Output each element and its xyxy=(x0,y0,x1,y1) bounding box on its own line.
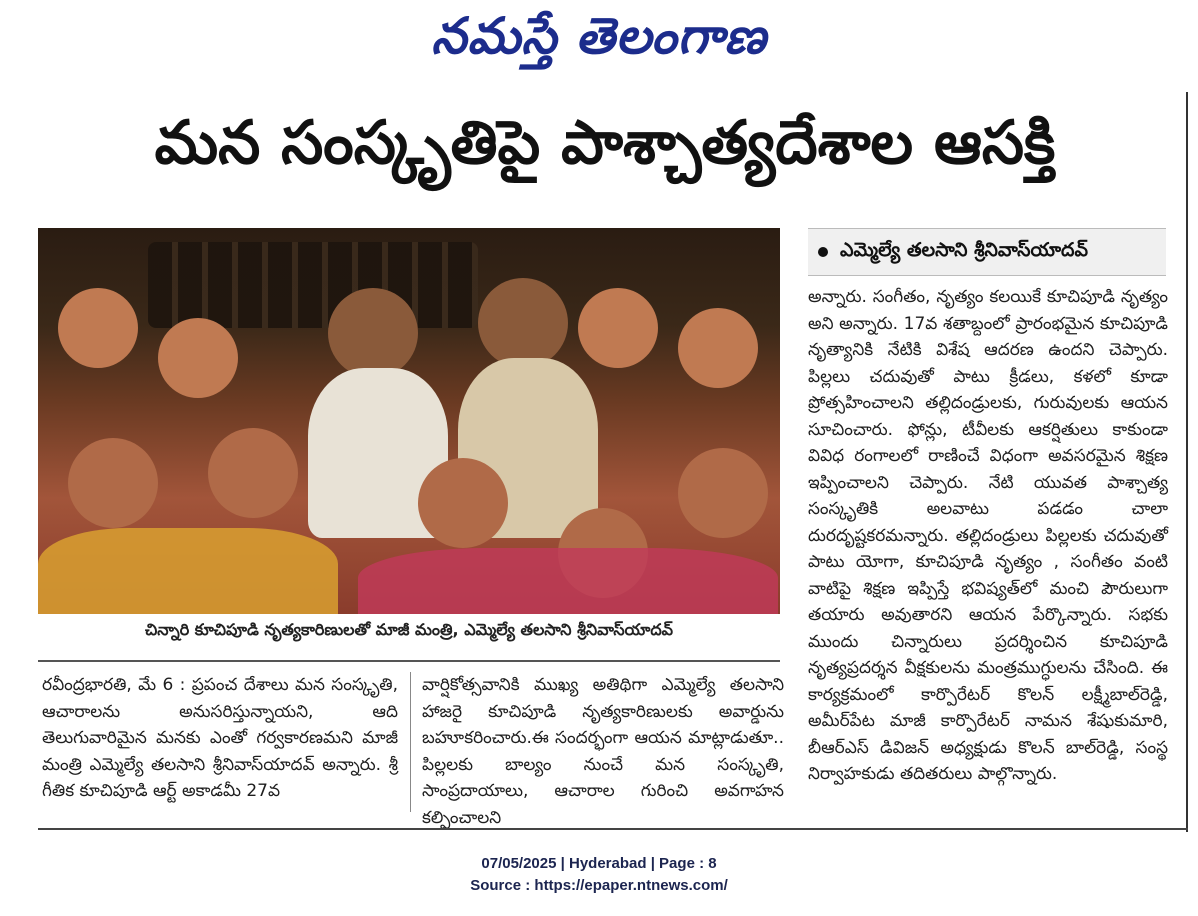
photo-figure xyxy=(578,288,658,368)
photo-figure xyxy=(418,458,508,548)
page-border-right xyxy=(1186,92,1188,832)
photo-figure xyxy=(328,288,418,378)
footer-date-line: 07/05/2025 | Hyderabad | Page : 8 xyxy=(481,855,717,872)
photo-backdrop xyxy=(148,242,478,328)
column-divider xyxy=(410,672,411,812)
headline-text: మన సంస్కృతిపై పాశ్చాత్యదేశాల ఆసక్తి xyxy=(154,108,1056,178)
caption-divider xyxy=(38,660,780,662)
article-headline xyxy=(40,108,1170,208)
photo-costume xyxy=(38,528,338,614)
photo-figure xyxy=(678,308,758,388)
photo-figure xyxy=(58,288,138,368)
photo-figure xyxy=(478,278,568,368)
bullet-icon xyxy=(818,247,828,257)
photo-figure xyxy=(158,318,238,398)
subtitle-box xyxy=(808,228,1166,276)
photo-figure xyxy=(68,438,158,528)
photo-caption: చిన్నారి కూచిపూడి నృత్యకారిణులతో మాజీ మంత్రి, ఎమ్మెల్యే తలసాని శ్రీనివాస్‌యాదవ్ xyxy=(144,620,674,639)
masthead-logo xyxy=(0,6,1198,78)
article-photo xyxy=(38,228,780,614)
footer-source-line: Source : https://epaper.ntnews.com/ xyxy=(470,877,728,894)
article-column-right: అన్నారు. సంగీతం, నృత్యం కలయికే కూచిపూడి నృత్యం అని అన్నారు. 17వ శతాబ్దంలో ప్రారంభమైన కూచిపూడి నృత్యానికి నేటికి విశేష ఆదరణ ఉందని చెప్పారు. పిల్లలు చదువుతో పాటు క్రీడలు, కళలో కూడా ప్రోత్సహించాలని తల్లిదండ్రులకు, గురువులకు ఆయన సూచించారు. ఫోన్లు, టీవీలకు ఆకర్షితులు కాకుండా వివిధ రంగాలలో రాణించే విధంగా అవసరమైన శిక్షణ ఇప్పించాలని చెప్పారు. నేటి యువత పాశ్చాత్య సంస్కృతికి అలవాటు పడడం చాలా దురదృష్టకరమన్నారు. తల్లిదండ్రులు పిల్లలకు చదువుతో పాటు యోగా, కూచిపూడి నృత్యం , సంగీతం వంటి వాటిపై శిక్షణ ఇప్పిస్తే భవిష్యత్‌లో మంచి పౌరులుగా తయారు అవుతారని ఆయన పేర్కొన్నారు. సభకు ముందు చిన్నారులు ప్రదర్శించిన కూచిపూడి నృత్యప్రదర్శన వీక్షకులను మంత్రముగ్ధులను చేసింది. ఈ కార్యక్రమంలో కార్పొరేటర్ కొలన్ లక్ష్మీబాల్‌రెడ్డి, అమీర్‌పేట మాజీ కార్పొరేటర్ నామన శేషుకుమారి, బీఆర్‌ఎస్ డివిజన్ అధ్యక్షుడు కొలన్ బాల్‌రెడ్డి, సంస్థ నిర్వాహకుడు తదితరులు పాల్గొన్నారు. xyxy=(808,287,1168,784)
photo-costume xyxy=(358,548,778,614)
article-column-middle: వార్షికోత్సవానికి ముఖ్య అతిథిగా ఎమ్మెల్యే తలసాని హాజరై కూచిపూడి నృత్యకారిణులకు అవార్డును బహూకరించారు.ఈ సందర్భంగా ఆయన మాట్లాడుతూ.. పిల్లలకు బాల్యం నుంచే మన సంస్కృతి, సాంప్రదాయాలు, ఆచారాల గురించి అవగాహన కల్పించాలని xyxy=(422,675,784,828)
page-border-bottom xyxy=(38,828,1188,830)
photo-figure xyxy=(208,428,298,518)
subtitle-text: ఎమ్మెల్యే తలసాని శ్రీనివాస్‌యాదవ్ xyxy=(840,238,1088,261)
photo-figure xyxy=(678,448,768,538)
masthead-title: నమస్తే తెలంగాణ xyxy=(431,6,767,65)
article-column-left: రవీంద్రభారతి, మే 6 : ప్రపంచ దేశాలు మన సంస్కృతి, ఆచారాలను అనుసరిస్తున్నాయని, ఆది తెలుగువారిమైన మనకు ఎంతో గర్వకారణమని మాజీ మంత్రి ఎమ్మెల్యే తలసాని శ్రీనివాస్‌యాదవ్ అన్నారు. శ్రీ గీతిక కూచిపూడి ఆర్ట్ అకాడమీ 27వ xyxy=(42,675,398,801)
